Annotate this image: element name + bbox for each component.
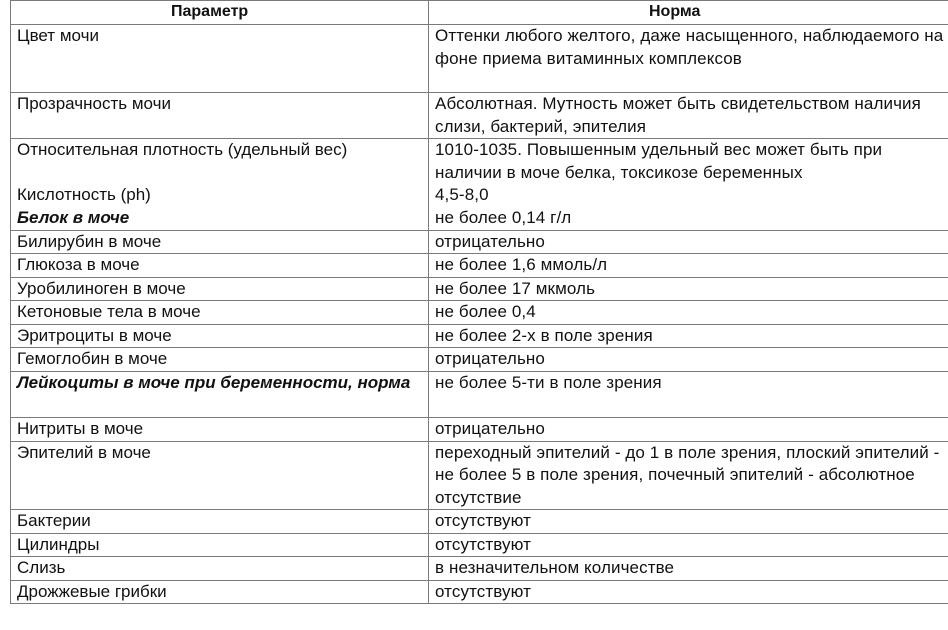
row-norm: 1010-1035. Повышенным удельный вес может быть при наличии в моче белка, токсикозе беременных bbox=[429, 139, 948, 185]
table-row bbox=[11, 348, 948, 372]
row-parameter: Глюкоза в моче bbox=[11, 254, 429, 278]
row-parameter: Относительная плотность (удельный вес) bbox=[11, 139, 429, 185]
row-parameter: Кислотность (ph) bbox=[11, 184, 429, 207]
row-parameter: Дрожжевые грибки bbox=[11, 580, 429, 604]
table-row bbox=[11, 510, 948, 534]
row-parameter: Гемоглобин в моче bbox=[11, 348, 429, 372]
row-norm: не более 17 мкмоль bbox=[429, 277, 948, 301]
row-norm: отрицательно bbox=[429, 348, 948, 372]
table-row bbox=[11, 230, 948, 254]
row-norm: отрицательно bbox=[429, 418, 948, 442]
row-norm: не более 5-ти в поле зрения bbox=[429, 372, 948, 418]
row-parameter: Слизь bbox=[11, 557, 429, 581]
table-row bbox=[11, 93, 948, 139]
table-row bbox=[11, 372, 948, 418]
table-row bbox=[11, 441, 948, 510]
table-row bbox=[11, 533, 948, 557]
row-norm: не более 0,14 г/л bbox=[429, 207, 948, 230]
row-parameter: Белок в моче bbox=[11, 207, 429, 230]
table-row bbox=[11, 254, 948, 278]
row-norm: не более 0,4 bbox=[429, 301, 948, 325]
row-norm: Абсолютная. Мутность может быть свидетельством наличия слизи, бактерий, эпителия bbox=[429, 93, 948, 139]
urine-norms-table bbox=[10, 0, 948, 604]
row-norm: не более 2-х в поле зрения bbox=[429, 324, 948, 348]
row-norm: не более 1,6 ммоль/л bbox=[429, 254, 948, 278]
table-header-row bbox=[11, 1, 948, 25]
table-row bbox=[11, 418, 948, 442]
row-parameter: Лейкоциты в моче при беременности, норма bbox=[11, 372, 429, 418]
table-row bbox=[11, 139, 948, 185]
row-parameter: Эпителий в моче bbox=[11, 441, 429, 510]
table-row bbox=[11, 184, 948, 207]
row-norm: отсутствуют bbox=[429, 510, 948, 534]
row-norm: отсутствуют bbox=[429, 533, 948, 557]
row-norm: отсутствуют bbox=[429, 580, 948, 604]
table-row bbox=[11, 301, 948, 325]
table-row bbox=[11, 580, 948, 604]
table-row bbox=[11, 25, 948, 93]
row-parameter: Прозрачность мочи bbox=[11, 93, 429, 139]
header-parameter: Параметр bbox=[11, 1, 429, 25]
row-norm: 4,5-8,0 bbox=[429, 184, 948, 207]
row-norm: переходный эпителий - до 1 в поле зрения, плоский эпителий - не более 5 в поле зрения, почечный эпителий - абсолютное отсутствие bbox=[429, 441, 948, 510]
table-row bbox=[11, 277, 948, 301]
table-row bbox=[11, 207, 948, 230]
row-norm: Оттенки любого желтого, даже насыщенного, наблюдаемого на фоне приема витаминных комплексов bbox=[429, 25, 948, 93]
row-norm: в незначительном количестве bbox=[429, 557, 948, 581]
row-parameter: Бактерии bbox=[11, 510, 429, 534]
header-norm: Норма bbox=[429, 1, 948, 25]
row-parameter: Цилиндры bbox=[11, 533, 429, 557]
row-parameter: Нитриты в моче bbox=[11, 418, 429, 442]
row-parameter: Билирубин в моче bbox=[11, 230, 429, 254]
urine-norms-table-container bbox=[10, 0, 948, 604]
row-parameter: Цвет мочи bbox=[11, 25, 429, 93]
row-norm: отрицательно bbox=[429, 230, 948, 254]
table-row bbox=[11, 324, 948, 348]
row-parameter: Уробилиноген в моче bbox=[11, 277, 429, 301]
table-row bbox=[11, 557, 948, 581]
row-parameter: Кетоновые тела в моче bbox=[11, 301, 429, 325]
row-parameter: Эритроциты в моче bbox=[11, 324, 429, 348]
